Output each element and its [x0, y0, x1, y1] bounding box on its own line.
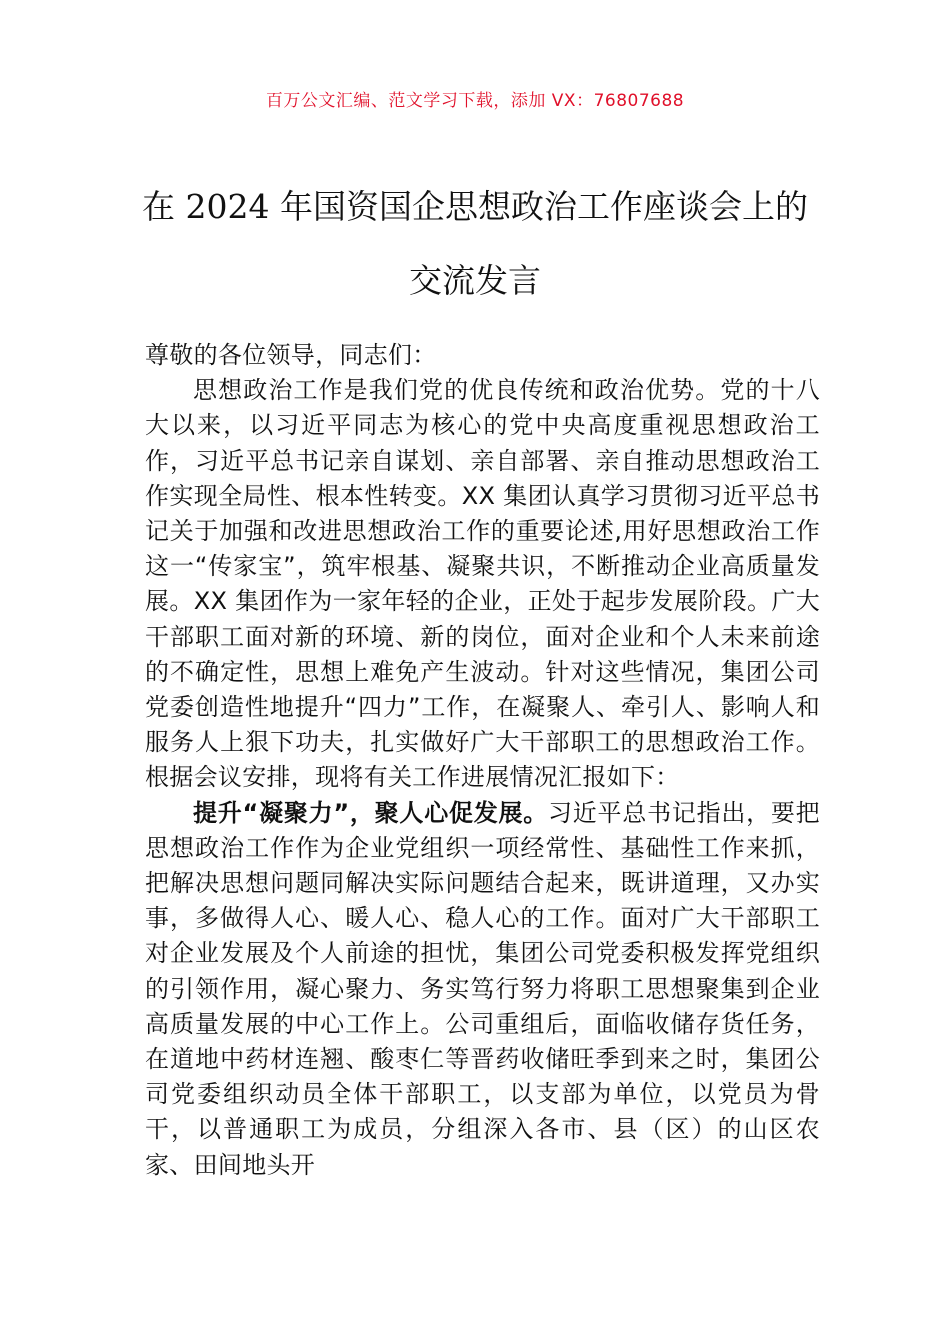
paragraph-intro: 思想政治工作是我们党的优良传统和政治优势。党的十八大以来，以习近平同志为核心的党中央高度重视思想政治工作，习近平总书记亲自谋划、亲自部署、亲自推动思想政治工作实现全局性、根本性转变。XX 集团认真学习贯彻习近平总书记关于加强和改进思想政治工作的重要论述,用好思想政治工作这一“传家宝”，筑牢根基、凝聚共识，不断推动企业高质量发展。XX 集团作为一家年轻的企业，正处于起步发展阶段。广大干部职工面对新的环境、新的岗位，面对企业和个人未来前途的不确定性，思想上难免产生波动。针对这些情况，集团公司党委创造性地提升“四力”工作，在凝聚人、牵引人、影响人和服务人上狠下功夫，扎实做好广大干部职工的思想政治工作。根据会议安排，现将有关工作进展情况汇报如下：: [145, 376, 820, 792]
paragraph-cohesion: [145, 796, 820, 1183]
promo-banner: 百万公文汇编、范文学习下载，添加 VX：76807688: [265, 91, 685, 111]
document-body: [145, 338, 820, 1183]
salutation: 尊敬的各位领导，同志们：: [145, 341, 437, 369]
paragraph-lead-heading: 提升“凝聚力”，聚人心促发展。: [193, 798, 549, 827]
paragraph-cohesion-text: 习近平总书记指出，要把思想政治工作作为企业党组织一项经常性、基础性工作来抓，把解决思想问题同解决实际问题结合起来，既讲道理，又办实事，多做得人心、暖人心、稳人心的工作。面对广大干部职工对企业发展及个人前途的担忧，集团公司党委积极发挥党组织的引领作用，凝心聚力、务实笃行努力将职工思想聚集到企业高质量发展的中心工作上。公司重组后，面临收储存货任务，在道地中药材连翘、酸枣仁等晋药收储旺季到来之时，集团公司党委组织动员全体干部职工，以支部为单位，以党员为骨干，以普通职工为成员，分组深入各市、县（区）的山区农家、田间地头开: [145, 798, 820, 1179]
document-title: 在 2024 年国资国企思想政治工作座谈会上的交流发言: [142, 187, 808, 300]
